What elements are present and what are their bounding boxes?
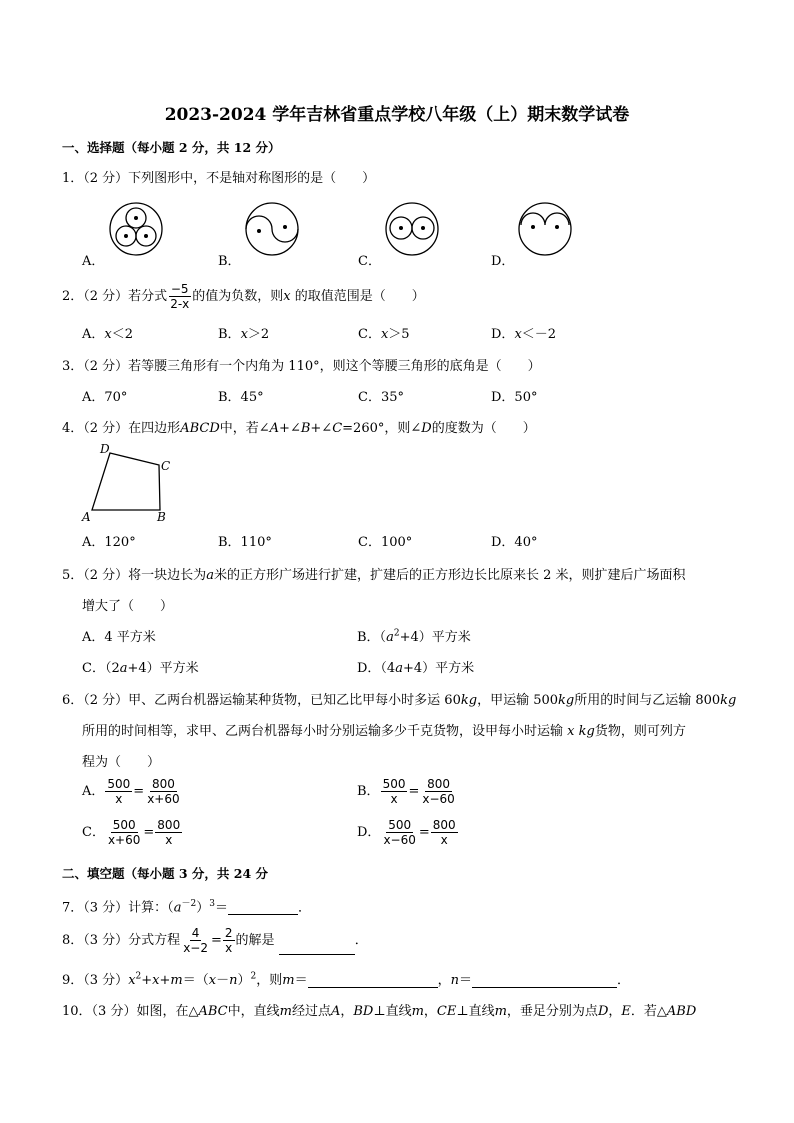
q6-option-b[interactable] [357, 777, 458, 806]
q10-t3: ， [340, 1004, 354, 1019]
question-1-stem: 1．（2 分）下列图形中，不是轴对称图形的是（ ） [62, 171, 376, 186]
q5-prefix: 5．（2 分）将一块边长为 [62, 568, 207, 583]
q4-suffix: 的度数为（ ） [431, 421, 536, 436]
q6-kg-4: kg [578, 724, 595, 739]
q6-d-ln: 500 [388, 818, 412, 832]
question-5-line2: 增大了（ ） [82, 599, 174, 614]
q9-n-answer-blank[interactable] [472, 973, 617, 988]
question-3-stem: 3．（2 分）若等腰三角形有一个内角为 110°，则这个等腰三角形的底角是（ ） [62, 359, 541, 374]
q10-abc: ABC [198, 1004, 228, 1019]
q7-exp1: －2 [181, 899, 197, 909]
q10-m2: m [411, 1004, 424, 1019]
q10-m: m [279, 1004, 292, 1019]
q2-c-var: x [380, 327, 389, 342]
q5-c-post: +4）平方米 [127, 661, 199, 676]
q2-d-var: x [514, 327, 522, 342]
q4-prefix: 4．（2 分）在四边形 [62, 421, 181, 436]
q5-d-pre: D．（4 [357, 661, 396, 676]
q6-d-left-frac [381, 818, 417, 847]
q2-option-c[interactable] [358, 323, 410, 342]
q10-a: A [330, 1004, 341, 1019]
q9-x: x [128, 973, 136, 988]
q6-l2-post: 货物，则可列方 [594, 724, 686, 739]
q4-eq: =260°，则∠ [342, 421, 422, 436]
section-fill-heading: 二、填空题（每小题 3 分，共 24 分 [62, 866, 269, 881]
q4-option-d[interactable]: D．40° [491, 535, 538, 550]
q1-figure-b [244, 201, 300, 257]
question-4-stem [62, 417, 536, 436]
q6-d-eq: = [418, 825, 430, 840]
q9-n: n [229, 973, 238, 988]
q5-b-post: +4）平方米 [399, 630, 471, 645]
q6-c-ld: x+60 [107, 833, 141, 847]
q6-b-eq: = [408, 784, 420, 799]
q7-var: a [173, 900, 182, 916]
q2-prefix: 2．（2 分）若分式 [62, 289, 168, 304]
q5-option-d[interactable] [357, 657, 474, 676]
q10-t6: ⊥直线 [456, 1004, 495, 1019]
q8-eq: = [210, 933, 222, 948]
q3-option-b[interactable]: B．45° [218, 390, 264, 405]
q6-c-label: C． [82, 825, 105, 840]
q5-c-var: a [119, 661, 128, 676]
q6-b-ln: 500 [382, 777, 406, 791]
q1-figure-d [517, 201, 573, 257]
q10-t9: ．若△ [630, 1004, 667, 1019]
q9-then: ，则 [256, 973, 283, 988]
q6-c-ln: 500 [112, 818, 136, 832]
q6-d-rn: 800 [432, 818, 456, 832]
q6-a-right-frac [145, 777, 181, 806]
q4-shape: ABCD [180, 421, 220, 436]
q6-b-left-frac [381, 777, 408, 806]
question-10 [62, 1000, 696, 1019]
q6-b-label: B． [357, 784, 380, 799]
q8-ld: x−2 [183, 941, 208, 955]
q6-b-rd: x−60 [422, 792, 455, 806]
q9-prefix: 9．（3 分） [62, 973, 129, 988]
q6-d-ld: x−60 [383, 833, 416, 847]
q10-m3: m [494, 1004, 507, 1019]
q5-c-pre: C．（2 [82, 661, 120, 676]
q4-c: C [332, 421, 343, 436]
q6-a-left-frac [105, 777, 132, 806]
q10-t8: ， [608, 1004, 622, 1019]
q4-plus2: +∠ [310, 421, 333, 436]
q2-b-label: B． [218, 327, 241, 342]
question-5-stem [62, 564, 686, 583]
q10-t7: ，垂足分别为点 [506, 1004, 598, 1019]
q2-b-var: x [240, 327, 248, 342]
q2-d-rel: ＜－2 [521, 327, 557, 342]
page-title: 2023-2024 学年吉林省重点学校八年级（上）期末数学试卷 [164, 105, 630, 125]
q2-denominator: 2-x [170, 297, 190, 311]
q9-m2: m [282, 973, 295, 988]
q10-prefix: 10．（3 分）如图，在△ [62, 1004, 199, 1019]
q8-left-frac [181, 926, 210, 955]
q10-t4: ⊥直线 [373, 1004, 412, 1019]
q6-kg-1: kg [460, 693, 478, 708]
q1-figure-c [384, 201, 440, 257]
q9-comma: ， [437, 973, 451, 988]
q6-c-left-frac [106, 818, 142, 847]
q3-option-c[interactable]: C．35° [358, 390, 404, 405]
q2-c-rel: ＞5 [388, 327, 410, 342]
section-choice-heading: 一、选择题（每小题 2 分，共 12 分） [62, 140, 281, 155]
q8-rd: x [225, 941, 233, 955]
q4-plus1: +∠ [279, 421, 301, 436]
q2-mid: 的值为负数，则 [192, 289, 284, 304]
q5-b-exp: 2 [393, 628, 400, 639]
q5-d-var: a [395, 661, 403, 676]
q6-b-right-frac [420, 777, 456, 806]
q6-b-rn: 800 [427, 777, 451, 791]
q2-option-d[interactable] [491, 323, 556, 342]
q4-mid: 中，若∠ [219, 421, 270, 436]
q5-option-c[interactable] [82, 657, 199, 676]
q9-end: ． [617, 973, 631, 988]
q9-minus: － [216, 973, 230, 988]
q6-b-ld: x [390, 792, 398, 806]
q2-numerator: −5 [170, 282, 189, 296]
q6-kg-2: kg [558, 693, 575, 708]
question-6-line3: 程为（ ） [82, 755, 161, 770]
q2-a-var: x [104, 327, 112, 342]
q6-option-c[interactable] [82, 818, 183, 847]
q10-d: D [597, 1004, 609, 1019]
q5-b-var: a [386, 630, 394, 645]
q6-d-label: D． [357, 825, 381, 840]
question-6-line1 [62, 689, 736, 708]
q9-x3: x [208, 973, 217, 988]
q4-a: A [269, 421, 280, 436]
q9-m: m [170, 973, 183, 988]
q10-e: E [621, 1004, 631, 1019]
q7-mid: ） [196, 900, 210, 916]
q2-d-label: D． [491, 327, 515, 342]
q6-l1-mid: ，甲运输 500 [477, 693, 559, 708]
q9-eq3: ＝ [459, 973, 473, 988]
q6-c-eq: = [143, 825, 155, 840]
question-7 [62, 896, 311, 915]
q10-t1: 中，直线 [227, 1004, 280, 1019]
q2-c-label: C． [358, 327, 381, 342]
q1-figure-a [108, 201, 164, 257]
q9-plus2: + [159, 973, 171, 988]
q10-ce: CE [436, 1004, 457, 1019]
q9-n2: n [450, 973, 459, 988]
q8-end: ． [354, 933, 368, 948]
q4-d: D [421, 421, 432, 436]
q4-quadrilateral-figure [80, 440, 180, 525]
q5-suffix: 米的正方形广场进行扩建，扩建后的正方形边长比原来长 2 米，则扩建后广场面积 [213, 568, 686, 583]
q8-right-frac [223, 926, 235, 955]
q6-a-rn: 800 [151, 777, 175, 791]
q2-var: x [283, 289, 291, 304]
q8-rn: 2 [224, 926, 233, 940]
q5-option-a[interactable]: A．4 平方米 [82, 630, 156, 645]
q8-prefix: 8．（3 分）分式方程 [62, 933, 181, 948]
q4-b: B [300, 421, 311, 436]
q6-a-ln: 500 [107, 777, 131, 791]
q9-exp2: 2 [250, 971, 257, 982]
q1-option-c[interactable]: C． [358, 254, 381, 269]
q6-d-rd: x [440, 833, 448, 847]
q8-suffix: 的解是 [235, 933, 275, 948]
q3-option-a[interactable]: A．70° [82, 390, 128, 405]
question-2-stem [62, 282, 425, 311]
q10-bd: BD [353, 1004, 374, 1019]
q6-c-rd: x [165, 833, 173, 847]
q4-label-b: B [157, 510, 166, 524]
q9-m-answer-blank[interactable] [308, 973, 438, 988]
q5-b-pre: B．（ [357, 630, 387, 645]
q2-a-rel: ＜2 [111, 327, 134, 342]
q8-answer-blank[interactable] [279, 940, 355, 955]
q4-option-b[interactable]: B．110° [218, 535, 272, 550]
q6-c-rn: 800 [157, 818, 181, 832]
q6-d-right-frac [431, 818, 458, 847]
q8-ln: 4 [191, 926, 200, 940]
q2-a-label: A． [82, 327, 105, 342]
q9-exp: 2 [135, 971, 142, 982]
q7-answer-blank[interactable] [228, 900, 298, 915]
q6-l2-pre: 所用的时间相等，求甲、乙两台机器每小时分别运输多少千克货物，设甲每小时运输 [82, 724, 564, 739]
q4-option-c[interactable]: C．100° [358, 535, 413, 550]
q7-prefix: 7．（3 分）计算：（ [62, 900, 174, 916]
q2-option-b[interactable] [218, 323, 269, 342]
q3-option-d[interactable]: D．50° [491, 390, 538, 405]
q1-option-b[interactable]: B． [218, 254, 241, 269]
q4-label-d: D [100, 442, 110, 456]
q6-a-rd: x+60 [147, 792, 180, 806]
q5-d-post: +4）平方米 [402, 661, 475, 676]
q9-close: ） [237, 973, 251, 988]
q7-end: ． [297, 900, 311, 916]
q2-b-rel: ＞2 [247, 327, 270, 342]
q9-eq2: ＝ [294, 973, 308, 988]
q6-a-ld: x [115, 792, 123, 806]
q4-label-c: C [161, 459, 171, 473]
q6-l1-mid2: 所用的时间与乙运输 800 [574, 693, 721, 708]
q2-fraction [168, 282, 191, 311]
q4-label-a: A [82, 510, 91, 524]
q6-l1-pre: 6．（2 分）甲、乙两台机器运输某种货物，已知乙比甲每小时多运 60 [62, 693, 461, 708]
q6-a-eq: = [133, 784, 145, 799]
q9-x2: x [152, 973, 160, 988]
q6-a-label: A． [82, 784, 105, 799]
q1-option-d[interactable]: D． [491, 254, 515, 269]
q9-plus: + [141, 973, 153, 988]
question-6-line2 [82, 720, 686, 739]
q7-suffix: ＝ [214, 900, 228, 916]
q5-option-b[interactable] [357, 626, 471, 645]
q6-option-a[interactable] [82, 777, 183, 806]
q4-option-a[interactable]: A．120° [82, 535, 136, 550]
q6-option-d[interactable] [357, 818, 459, 847]
question-9 [62, 969, 630, 988]
q10-abd: ABD [666, 1004, 697, 1019]
question-8 [62, 926, 368, 955]
q6-c-right-frac [155, 818, 182, 847]
q2-suffix: 的取值范围是（ ） [290, 289, 425, 304]
q6-x: x [567, 724, 575, 739]
q10-t5: ， [423, 1004, 437, 1019]
q1-option-a[interactable]: A． [82, 254, 105, 269]
q9-eq: ＝（ [182, 973, 209, 988]
q10-t2: 经过点 [291, 1004, 331, 1019]
q7-exp2: 3 [209, 899, 215, 909]
q2-option-a[interactable] [82, 323, 133, 342]
q6-kg-3: kg [720, 693, 737, 708]
q5-var: a [206, 568, 214, 583]
